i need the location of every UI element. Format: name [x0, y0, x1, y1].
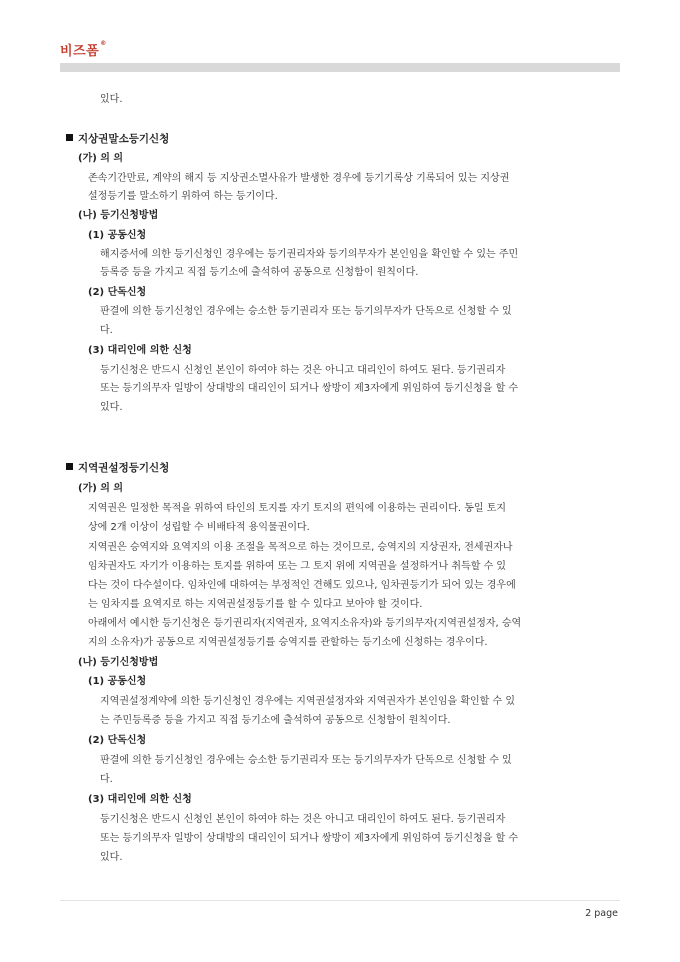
- subsection-label: (가) 의 의: [78, 483, 124, 494]
- section-title-text: 지상권말소등기신청: [78, 133, 170, 145]
- body-line: 설정등기를 말소하기 위하여 하는 등기이다.: [88, 191, 278, 202]
- body-line: 또는 등기의무자 일방이 상대방의 대리인이 되거나 쌍방이 제3자에게 위임하여 등기신청을 할 수: [100, 383, 519, 394]
- body-line: 다.: [100, 325, 113, 336]
- item-label: (1) 공동신청: [88, 676, 147, 687]
- footer-divider: [60, 900, 620, 901]
- body-line: 등기신청은 반드시 신청인 본인이 하여야 하는 것은 아니고 대리인이 하여도 된다. 등기권리자: [100, 365, 506, 376]
- bizforms-logo: [60, 40, 107, 59]
- section-title-text: 지역권설정등기신청: [78, 462, 170, 474]
- subsection-label: (나) 등기신청방법: [78, 657, 159, 668]
- body-line: 지역권은 승역지와 요역지의 이용 조절을 목적으로 하는 것이므로, 승역지의 지상권자, 전세권자나: [88, 542, 513, 553]
- body-line: 임차권자도 자기가 이용하는 토지를 위하여 또는 그 토지 위에 지역권을 설정하거나 취득할 수 있: [88, 561, 507, 572]
- body-line: 존속기간만료, 계약의 해지 등 지상권소멸사유가 발생한 경우에 등기기록상 기록되어 있는 지상권: [88, 173, 510, 184]
- body-line: 다.: [100, 774, 113, 785]
- header-bar: [60, 63, 620, 72]
- body-line: 판결에 의한 등기신청인 경우에는 승소한 등기권리자 또는 등기의무자가 단독으로 신청할 수 있: [100, 755, 512, 766]
- logo-text: 비즈폼: [60, 44, 100, 59]
- body-line: 상에 2개 이상이 성립할 수 비배타적 용익물권이다.: [88, 522, 310, 533]
- logo-registered-mark: ®: [100, 40, 107, 47]
- subsection-label: (가) 의 의: [78, 153, 124, 164]
- body-line: 있다.: [100, 402, 123, 413]
- body-line: 지역권설정계약에 의한 등기신청인 경우에는 지역권설정자와 지역권자가 본인임을 확인할 수 있: [100, 696, 516, 707]
- body-line: 는 주민등록증 등을 가지고 직접 등기소에 출석하여 공동으로 신청함이 원칙이다.: [100, 715, 451, 726]
- body-line: 다는 것이 다수설이다. 임차인에 대하여는 부정적인 견해도 있으나, 임차권등기가 되어 있는 경우에: [88, 580, 516, 591]
- square-bullet-icon: [66, 134, 73, 141]
- item-label: (3) 대리인에 의한 신청: [88, 345, 192, 356]
- item-label: (3) 대리인에 의한 신청: [88, 794, 192, 805]
- section-title: [66, 461, 169, 475]
- body-line: 지역권은 일정한 목적을 위하여 타인의 토지를 자기 토지의 편익에 이용하는 권리이다. 동일 토지: [88, 503, 507, 514]
- body-line: 또는 등기의무자 일방이 상대방의 대리인이 되거나 쌍방이 제3자에게 위임하여 등기신청을 할 수: [100, 833, 519, 844]
- body-line: 등록증 등을 가지고 직접 등기소에 출석하여 공동으로 신청함이 원칙이다.: [100, 267, 419, 278]
- body-line: 해지증서에 의한 등기신청인 경우에는 등기권리자와 등기의무자가 본인임을 확인할 수 있는 주민: [100, 249, 519, 260]
- continuation-line: 있다.: [100, 94, 123, 105]
- body-line: 는 임차지를 요역지로 하는 지역권설정등기를 할 수 있다고 보아야 할 것이다.: [88, 599, 423, 610]
- body-line: 아래에서 예시한 등기신청은 등기권리자(지역권자, 요역지소유자)와 등기의무자(지역권설정자, 승역: [88, 618, 522, 629]
- body-line: 판결에 의한 등기신청인 경우에는 승소한 등기권리자 또는 등기의무자가 단독으로 신청할 수 있: [100, 306, 512, 317]
- subsection-label: (나) 등기신청방법: [78, 210, 159, 221]
- item-label: (2) 단독신청: [88, 287, 147, 298]
- page-number: 2 page: [585, 908, 618, 919]
- section-title: [66, 132, 169, 146]
- item-label: (1) 공동신청: [88, 230, 147, 241]
- body-line: 등기신청은 반드시 신청인 본인이 하여야 하는 것은 아니고 대리인이 하여도 된다. 등기권리자: [100, 814, 506, 825]
- body-line: 있다.: [100, 852, 123, 863]
- square-bullet-icon: [66, 463, 73, 470]
- item-label: (2) 단독신청: [88, 735, 147, 746]
- body-line: 지의 소유자)가 공동으로 지역권설정등기를 승역지를 관할하는 등기소에 신청하는 경우이다.: [88, 637, 488, 648]
